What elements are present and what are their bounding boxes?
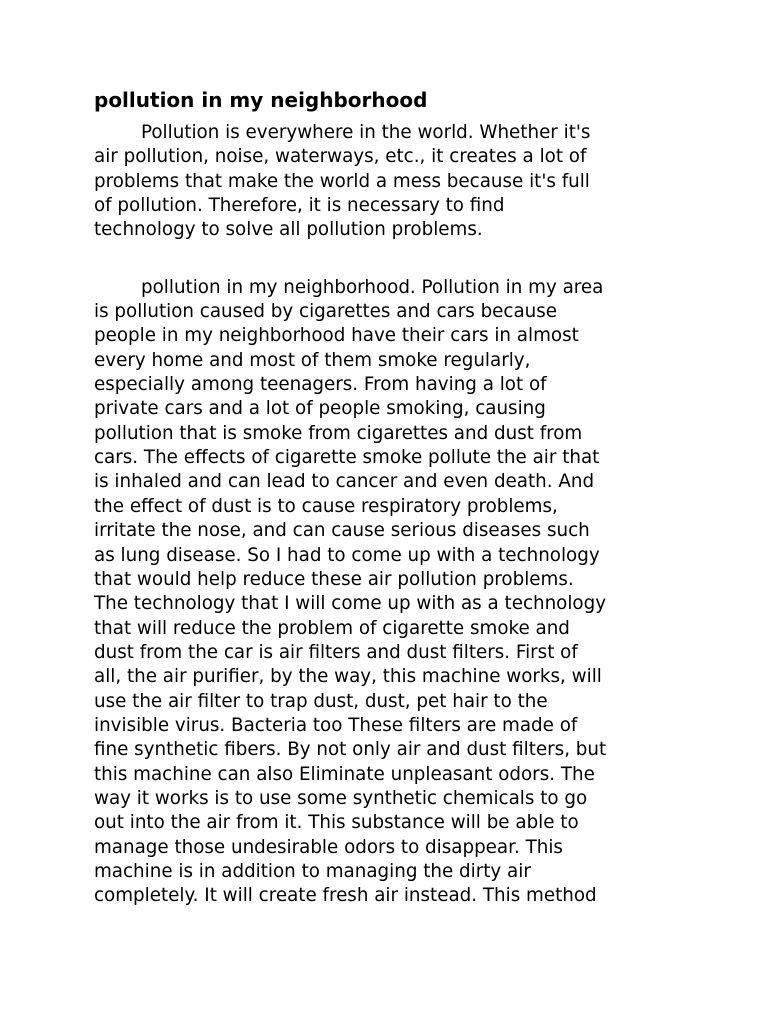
text-line: technology to solve all pollution problems. — [94, 219, 483, 241]
text-line: manage those undesirable odors to disappear. This — [94, 836, 563, 858]
text-line: use the air filter to trap dust, dust, pet hair to the — [94, 690, 548, 712]
text-line: cars. The effects of cigarette smoke pollute the air that — [94, 447, 600, 469]
text-line: problems that make the world a mess because it's full — [94, 170, 590, 192]
text-line: way it works is to use some synthetic chemicals to go — [94, 787, 588, 809]
text-line: of pollution. Therefore, it is necessary to find — [94, 195, 505, 217]
text-line: is inhaled and can lead to cancer and even death. And — [94, 471, 595, 493]
text-line: Pollution is everywhere in the world. Whether it's — [141, 122, 591, 143]
text-line: is pollution caused by cigarettes and cars because — [94, 301, 558, 323]
paragraph-2 — [94, 276, 684, 909]
text-line: private cars and a lot of people smoking, causing — [94, 398, 546, 420]
text-line: all, the air purifier, by the way, this machine works, will — [94, 666, 602, 688]
text-line: that will reduce the problem of cigarette smoke and — [94, 617, 570, 639]
text-line: this machine can also Eliminate unpleasant odors. The — [94, 763, 595, 785]
document-page — [94, 86, 684, 909]
text-line: pollution in my neighborhood. Pollution in my area — [141, 276, 604, 298]
text-line: especially among teenagers. From having a lot of — [94, 374, 547, 396]
text-line: people in my neighborhood have their cars in almost — [94, 325, 579, 347]
document-title: pollution in my neighborhood — [94, 88, 428, 112]
text-line: air pollution, noise, waterways, etc., it creates a lot of — [94, 146, 587, 168]
text-line: every home and most of them smoke regularly, — [94, 349, 531, 371]
text-line: The technology that I will come up with as a technology — [94, 593, 607, 615]
text-line: the effect of dust is to cause respiratory problems, — [94, 495, 558, 517]
paragraph-1 — [94, 121, 684, 243]
text-line: completely. It will create fresh air instead. This method — [94, 885, 597, 907]
text-line: out into the air from it. This substance will be able to — [94, 812, 579, 834]
paragraph-spacer — [94, 243, 684, 276]
text-line: pollution that is smoke from cigarettes and dust from — [94, 422, 583, 444]
text-line: dust from the car is air filters and dust filters. First of — [94, 641, 578, 663]
text-line: invisible virus. Bacteria too These filters are made of — [94, 714, 578, 736]
text-line: as lung disease. So I had to come up with a technology — [94, 544, 600, 566]
text-line: irritate the nose, and can cause serious diseases such — [94, 520, 590, 542]
text-line: machine is in addition to managing the dirty air — [94, 860, 531, 882]
text-line: fine synthetic fibers. By not only air and dust filters, but — [94, 739, 607, 761]
text-line: that would help reduce these air pollution problems. — [94, 568, 574, 590]
